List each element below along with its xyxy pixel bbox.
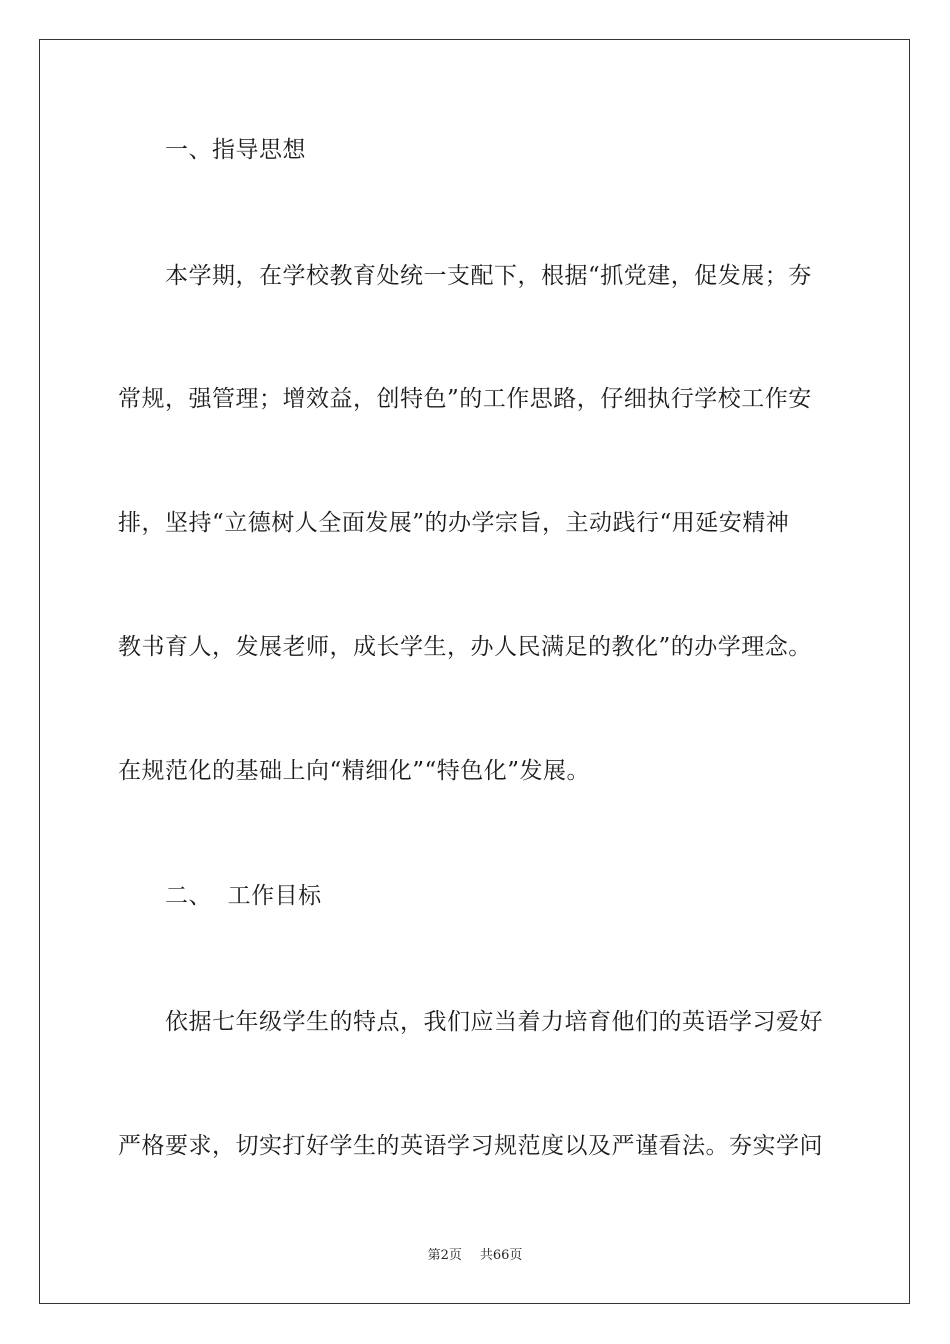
paragraph-line: 排，坚持“立德树人全面发展”的办学宗旨，主动践行“用延安精神: [118, 510, 790, 536]
paragraph-line: 严格要求，切实打好学生的英语学习规范度以及严谨看法。夯实学问: [118, 1133, 823, 1159]
section-heading-work-goals: 二、 工作目标: [165, 883, 322, 909]
paragraph-line: 在规范化的基础上向“精细化”“特色化”发展。: [118, 758, 591, 784]
page-footer: [0, 1247, 950, 1265]
page-border: [39, 39, 910, 1304]
total-pages: 共66页: [479, 1248, 523, 1263]
section-heading-guiding-thought: 一、指导思想: [165, 137, 306, 163]
paragraph-line: 本学期，在学校教育处统一支配下，根据“抓党建，促发展；夯: [165, 263, 812, 289]
paragraph-line: 依据七年级学生的特点，我们应当着力培育他们的英语学习爱好: [165, 1009, 823, 1035]
page-number: 第2页: [427, 1248, 462, 1263]
paragraph-line: 教书育人，发展老师，成长学生，办人民满足的教化”的办学理念。: [118, 634, 812, 660]
paragraph-line: 常规，强管理；增效益，创特色”的工作思路，仔细执行学校工作安: [118, 386, 812, 412]
